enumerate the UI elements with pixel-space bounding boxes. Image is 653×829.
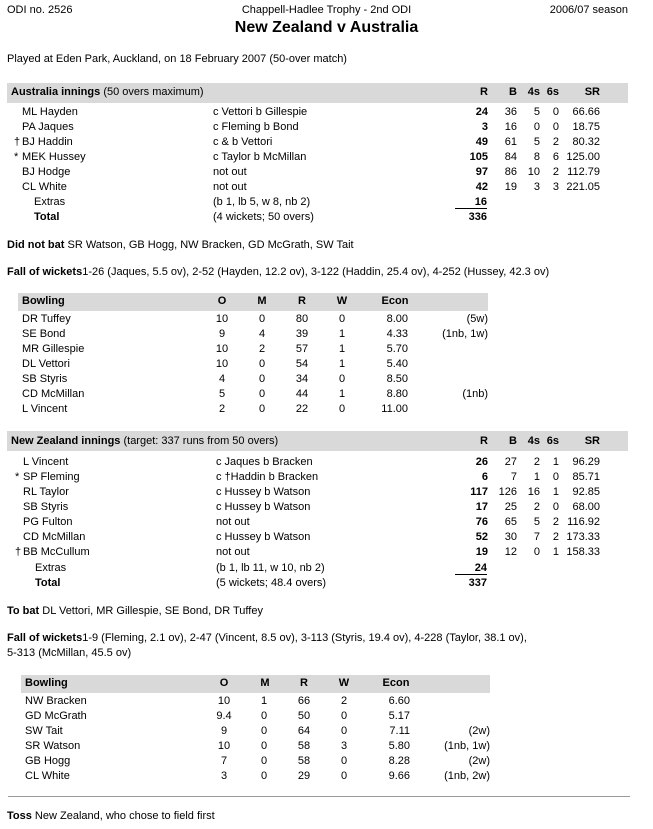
balls: 36 [504,106,517,118]
dismissal: c Vettori b Gillespie [213,106,308,118]
wickets: 1 [338,388,346,400]
wickets: 0 [338,373,346,385]
nz-innings-title: New Zealand innings (target: 337 runs from 50 overs) [11,435,279,447]
bowling-col-o: O [217,295,227,307]
sixes: 6 [552,151,559,163]
wickets: 1 [338,328,346,340]
runs: 76 [475,516,488,528]
wickets: 0 [338,313,346,325]
maidens: 0 [260,755,268,767]
maidens: 0 [258,358,266,370]
balls: 65 [504,516,517,528]
sixes: 0 [552,121,559,133]
strike-rate: 125.00 [566,151,600,163]
season: 2006/07 season [549,4,628,16]
overs: 7 [220,755,228,767]
col-sr: SR [584,86,600,98]
extras-detail: (b 1, lb 11, w 10, nb 2) [216,562,325,574]
total-detail: (5 wickets; 48.4 overs) [216,577,327,589]
maidens: 0 [258,403,266,415]
bowler-name: L Vincent [22,403,68,415]
total-value: 336 [468,211,487,223]
runs-conceded: 44 [295,388,309,400]
bowler-name: NW Bracken [25,695,87,707]
wickets: 0 [338,403,346,415]
batter-role-marker: * [14,151,19,163]
balls: 84 [504,151,517,163]
sixes: 1 [552,546,559,558]
overs: 4 [218,373,226,385]
sixes: 2 [552,516,559,528]
fours: 5 [533,516,540,528]
economy: 7.11 [389,725,410,737]
aus-fall-of-wickets: Fall of wickets1-26 (Jaques, 5.5 ov), 2-52 (Hayden, 12.2 ov), 3-122 (Haddin, 25.4 ov), 4-252 (Hussey, 42.3 ov) [7,266,550,278]
strike-rate: 221.05 [566,181,600,193]
fours: 10 [527,166,540,178]
maidens: 0 [258,388,266,400]
wickets: 0 [340,770,348,782]
fours: 2 [533,501,540,513]
bowling-col-r: R [300,677,308,689]
bowler-name: DR Tuffey [22,313,71,325]
did-not-bat: Did not bat SR Watson, GB Hogg, NW Bracken, GD McGrath, SW Tait [7,239,354,251]
fours: 16 [527,486,540,498]
runs-conceded: 57 [295,343,309,355]
col-b: B [509,435,517,447]
dismissal: c Jaques b Bracken [216,456,313,468]
nz-fall-of-wickets-cont: 5-313 (McMillan, 45.5 ov) [7,647,132,659]
extras-label: Extras [34,196,66,208]
batter-name: CD McMillan [23,531,86,543]
runs-conceded: 39 [295,328,309,340]
dismissal: c Fleming b Bond [213,121,299,133]
bowler-name: MR Gillespie [22,343,85,355]
nz-fall-of-wickets: Fall of wickets1-9 (Fleming, 2.1 ov), 2-47 (Vincent, 8.5 ov), 3-113 (Styris, 19.4 ov), 4-228 (Taylor, 38.1 ov), [7,632,527,644]
strike-rate: 173.33 [566,531,600,543]
sixes: 0 [552,106,559,118]
overs: 10 [217,740,231,752]
dismissal: c †Haddin b Bracken [216,471,319,483]
col-sr: SR [584,435,600,447]
bowling-col-name: Bowling [25,677,68,689]
balls: 27 [504,456,517,468]
wickets: 1 [338,358,346,370]
sixes: 2 [552,166,559,178]
economy: 8.28 [388,755,410,767]
sixes: 0 [552,471,559,483]
batter-name: CL White [22,181,67,193]
overs: 10 [215,313,229,325]
economy: 8.00 [386,313,408,325]
batter-name: PG Fulton [23,516,73,528]
match-title: New Zealand v Australia [234,19,419,36]
sixes: 1 [552,486,559,498]
total-value: 337 [468,577,487,589]
sixes: 0 [552,501,559,513]
batter-name: ML Hayden [22,106,78,118]
balls: 19 [504,181,517,193]
maidens: 2 [258,343,266,355]
dismissal: c & b Vettori [213,136,273,148]
runs: 117 [470,486,488,498]
col-r: R [480,86,488,98]
batter-name: SP Fleming [23,471,80,483]
overs: 9 [220,725,228,737]
fours: 8 [533,151,540,163]
bowling-col-o: O [219,677,229,689]
odi-number: ODI no. 2526 [7,4,73,16]
overs: 3 [220,770,228,782]
overs: 9 [218,328,226,340]
strike-rate: 66.66 [572,106,600,118]
economy: 4.33 [386,328,408,340]
competition-name: Chappell-Hadlee Trophy - 2nd ODI [241,4,412,16]
economy: 5.70 [386,343,408,355]
maidens: 0 [258,373,266,385]
sixes: 2 [552,136,559,148]
extras-note: (1nb, 1w) [444,740,490,752]
strike-rate: 68.00 [572,501,600,513]
runs: 24 [475,106,488,118]
batter-name: RL Taylor [23,486,69,498]
sixes: 1 [552,456,559,468]
total-detail: (4 wickets; 50 overs) [213,211,314,223]
dismissal: c Hussey b Watson [216,531,311,543]
maidens: 0 [260,740,268,752]
batter-name: PA Jaques [22,121,74,133]
extras-note: (5w) [466,313,488,325]
fours: 3 [533,181,540,193]
balls: 25 [504,501,517,513]
extras-note: (2w) [468,725,490,737]
runs: 19 [475,546,488,558]
fours: 7 [533,531,540,543]
balls: 12 [504,546,517,558]
bowling-col-r: R [298,295,306,307]
economy: 5.17 [388,710,410,722]
maidens: 0 [260,770,268,782]
runs: 52 [475,531,488,543]
strike-rate: 80.32 [572,136,600,148]
runs-conceded: 58 [297,740,311,752]
col-4s: 4s [527,86,540,98]
bowling-col-m: M [257,295,267,307]
bowler-name: SR Watson [25,740,81,752]
runs-conceded: 54 [295,358,309,370]
overs: 10 [215,343,229,355]
bowler-name: GD McGrath [25,710,87,722]
batter-name: BJ Hodge [22,166,71,178]
dismissal: not out [213,166,247,178]
batter-name: SB Styris [23,501,69,513]
maidens: 1 [260,695,268,707]
overs: 5 [218,388,226,400]
batter-role-marker: † [14,136,21,148]
runs-conceded: 50 [297,710,311,722]
balls: 30 [504,531,517,543]
bowling-col-m: M [260,677,270,689]
maidens: 4 [258,328,266,340]
dismissal: c Taylor b McMillan [213,151,307,163]
extras-note: (2w) [468,755,490,767]
strike-rate: 116.92 [567,516,600,528]
runs-conceded: 64 [297,725,311,737]
bowling-col-w: W [336,295,348,307]
runs-conceded: 34 [295,373,309,385]
balls: 126 [498,486,517,498]
wickets: 0 [340,710,348,722]
economy: 5.80 [388,740,410,752]
bowling-col-w: W [338,677,350,689]
balls: 16 [504,121,517,133]
sixes: 3 [552,181,559,193]
aus-innings-title: Australia innings (50 overs maximum) [11,86,204,98]
balls: 61 [504,136,517,148]
runs: 97 [475,166,488,178]
to-bat: To bat DL Vettori, MR Gillespie, SE Bond, DR Tuffey [7,605,263,617]
dismissal: not out [216,516,250,528]
economy: 6.60 [388,695,410,707]
extras-detail: (b 1, lb 5, w 8, nb 2) [213,196,311,208]
bowler-name: SB Styris [22,373,68,385]
col-b: B [509,86,517,98]
runs-conceded: 29 [297,770,311,782]
extras-note: (1nb) [462,388,488,400]
extras-note: (1nb, 2w) [444,770,490,782]
batter-name: BB McCullum [23,546,90,558]
bowling-col-name: Bowling [22,295,65,307]
runs-conceded: 80 [295,313,309,325]
total-label: Total [34,211,60,223]
col-r: R [480,435,488,447]
dismissal: not out [213,181,247,193]
col-4s: 4s [527,435,540,447]
economy: 9.66 [388,770,410,782]
bowler-name: GB Hogg [25,755,71,767]
wickets: 2 [340,695,348,707]
divider [8,796,630,797]
overs: 2 [218,403,226,415]
wickets: 0 [340,725,348,737]
strike-rate: 85.71 [572,471,600,483]
overs: 10 [215,358,229,370]
wickets: 3 [340,740,348,752]
bowler-name: SW Tait [25,725,63,737]
dismissal: c Hussey b Watson [216,486,311,498]
runs-conceded: 58 [297,755,311,767]
col-6s: 6s [546,435,559,447]
fours: 5 [533,136,540,148]
batter-name: BJ Haddin [22,136,73,148]
dismissal: c Hussey b Watson [216,501,311,513]
runs-conceded: 22 [295,403,309,415]
strike-rate: 112.79 [567,166,600,178]
batter-name: L Vincent [23,456,69,468]
bowling-col-econ: Econ [382,677,410,689]
maidens: 0 [260,725,268,737]
maidens: 0 [258,313,266,325]
sixes: 2 [552,531,559,543]
strike-rate: 18.75 [572,121,600,133]
wickets: 0 [340,755,348,767]
extras-note: (1nb, 1w) [442,328,488,340]
runs: 26 [475,456,488,468]
batter-role-marker: * [15,471,20,483]
runs: 42 [475,181,488,193]
fours: 0 [533,546,540,558]
economy: 8.50 [386,373,408,385]
fours: 5 [533,106,540,118]
strike-rate: 158.33 [566,546,600,558]
wickets: 1 [338,343,346,355]
balls: 86 [504,166,517,178]
venue-line: Played at Eden Park, Auckland, on 18 February 2007 (50-over match) [7,53,347,65]
bowler-name: CD McMillan [22,388,85,400]
extras-value: 16 [455,196,487,209]
runs: 3 [481,121,488,133]
runs: 49 [475,136,488,148]
bowling-col-econ: Econ [381,295,409,307]
economy: 8.80 [386,388,408,400]
runs: 105 [469,151,488,163]
runs-conceded: 66 [297,695,311,707]
fours: 0 [533,121,540,133]
balls: 7 [510,471,517,483]
batter-name: MEK Hussey [22,151,86,163]
economy: 5.40 [386,358,408,370]
fours: 1 [533,471,540,483]
maidens: 0 [260,710,268,722]
dismissal: not out [216,546,250,558]
strike-rate: 92.85 [572,486,600,498]
economy: 11.00 [381,403,408,415]
batter-role-marker: † [15,546,22,558]
bowler-name: SE Bond [22,328,66,340]
toss: Toss New Zealand, who chose to field first [7,810,215,822]
extras-label: Extras [35,562,67,574]
runs: 17 [475,501,488,513]
col-6s: 6s [546,86,559,98]
fours: 2 [533,456,540,468]
strike-rate: 96.29 [572,456,600,468]
overs: 9.4 [216,710,232,722]
extras-value: 24 [455,562,487,575]
total-label: Total [35,577,61,589]
overs: 10 [217,695,231,707]
bowler-name: CL White [25,770,70,782]
bowler-name: DL Vettori [22,358,70,370]
runs: 6 [481,471,488,483]
